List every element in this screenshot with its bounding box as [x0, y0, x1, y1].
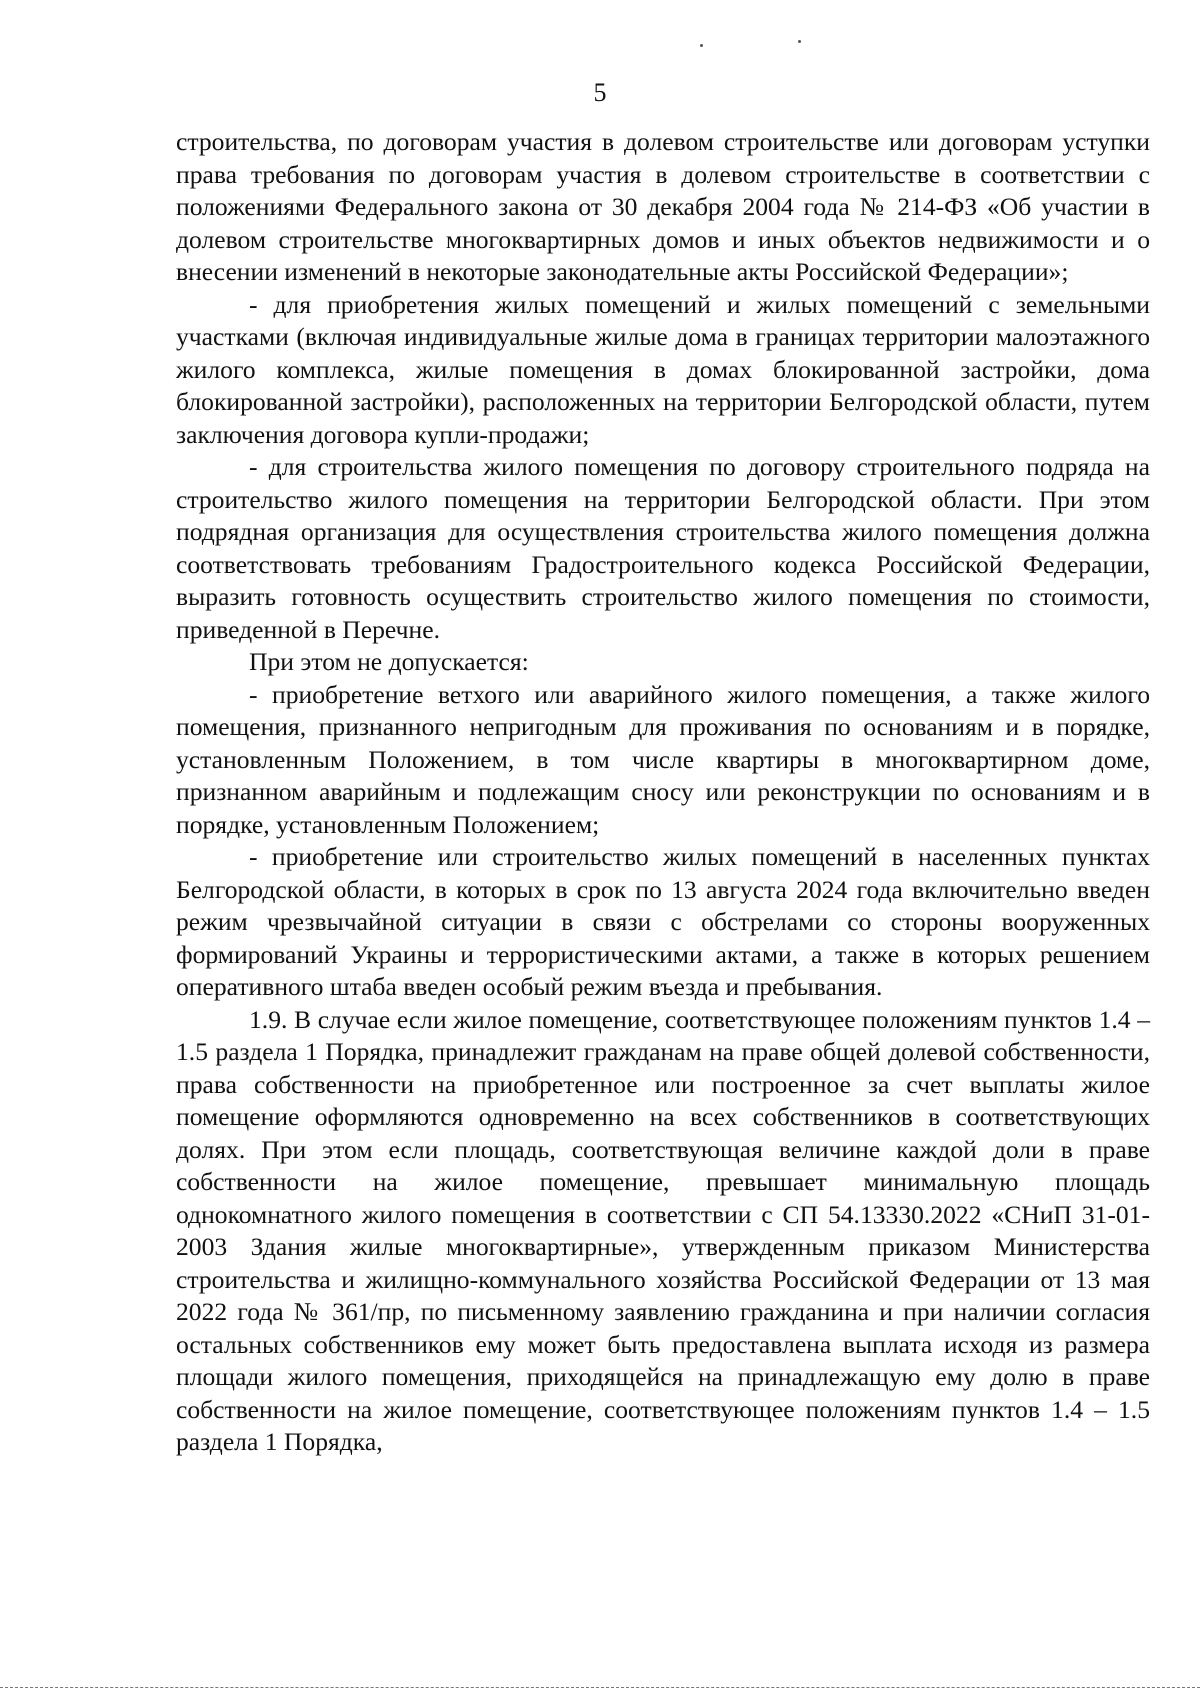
- scan-speck: [700, 44, 703, 47]
- paragraph-dilapidated-housing: - приобретение ветхого или аварийного жилого помещения, а также жилого помещения, признанного непригодным для проживания по основаниям и в порядке, установленным Положением, в том числе квартиры в многоквартирном доме, признанном аварийным и подлежащим сносу или реконструкции по основаниям и в порядке, установленным Положением;: [176, 679, 1150, 839]
- scan-speck: [798, 40, 801, 43]
- page-number: 5: [593, 78, 607, 107]
- paragraph-clause-1-9: 1.9. В случае если жилое помещение, соответствующее положениям пунктов 1.4 – 1.5 раздела 1 Порядка, принадлежит гражданам на праве общей долевой собственности, права собственности на приобретенное или построенное за счет выплаты жилое помещение оформляются одновременно на всех собственников в соответствующих долях. При этом если площадь, соответствующая величине каждой доли в праве собственности на жилое помещение, превышает минимальную площадь однокомнатного жилого помещения в соответствии с СП 54.13330.2022 «СНиП 31-01-2003 Здания жилые многоквартирные», утвержденным приказом Министерства строительства и жилищно-коммунального хозяйства Российской Федерации от 13 мая 2022 года № 361/пр, по письменному заявлению гражданина и при наличии согласия остальных собственников ему может быть предоставлена выплата исходя из размера площади жилого помещения, приходящейся на принадлежащую ему долю в праве собственности на жилое помещение, соответствующее положениям пунктов 1.4 – 1.5 раздела 1 Порядка,: [176, 1004, 1150, 1456]
- paragraph-purchase-housing: - для приобретения жилых помещений и жилых помещений с земельными участками (включая индивидуальные жилые дома в границах территории малоэтажного жилого комплекса, жилые помещения в домах блокированной застройки, дома блокированной застройки), расположенных на территории Белгородской области, путем заключения договора купли-продажи;: [176, 289, 1150, 449]
- document-body: [176, 126, 1150, 1459]
- paragraph-construction-contract: - для строительства жилого помещения по договору строительного подряда на строительство жилого помещения на территории Белгородской области. При этом подрядная организация для осуществления строительства жилого помещения должна соответствовать требованиям Градостроительного кодекса Российской Федерации, выразить готовность осуществить строительство жилого помещения по стоимости, приведенной в Перечне.: [176, 452, 1150, 644]
- paragraph-not-allowed-heading: При этом не допускается:: [249, 647, 529, 676]
- paragraph-emergency-settlements: - приобретение или строительство жилых помещений в населенных пунктах Белгородской области, в которых в срок по 13 августа 2024 года включительно введен режим чрезвычайной ситуации в связи с обстрелами со стороны вооруженных формирований Украины и террористическими актами, а также в которых решением оперативного штаба введен особый режим въезда и пребывания.: [176, 842, 1150, 1001]
- paragraph-continuation: строительства, по договорам участия в долевом строительстве или договорам уступки права требования по договорам участия в долевом строительстве в соответствии с положениями Федерального закона от 30 декабря 2004 года № 214-ФЗ «Об участии в долевом строительстве многоквартирных домов и иных объектов недвижимости и о внесении изменений в некоторые законодательные акты Российской Федерации»;: [176, 127, 1150, 286]
- page-bottom-edge: [0, 1687, 1200, 1688]
